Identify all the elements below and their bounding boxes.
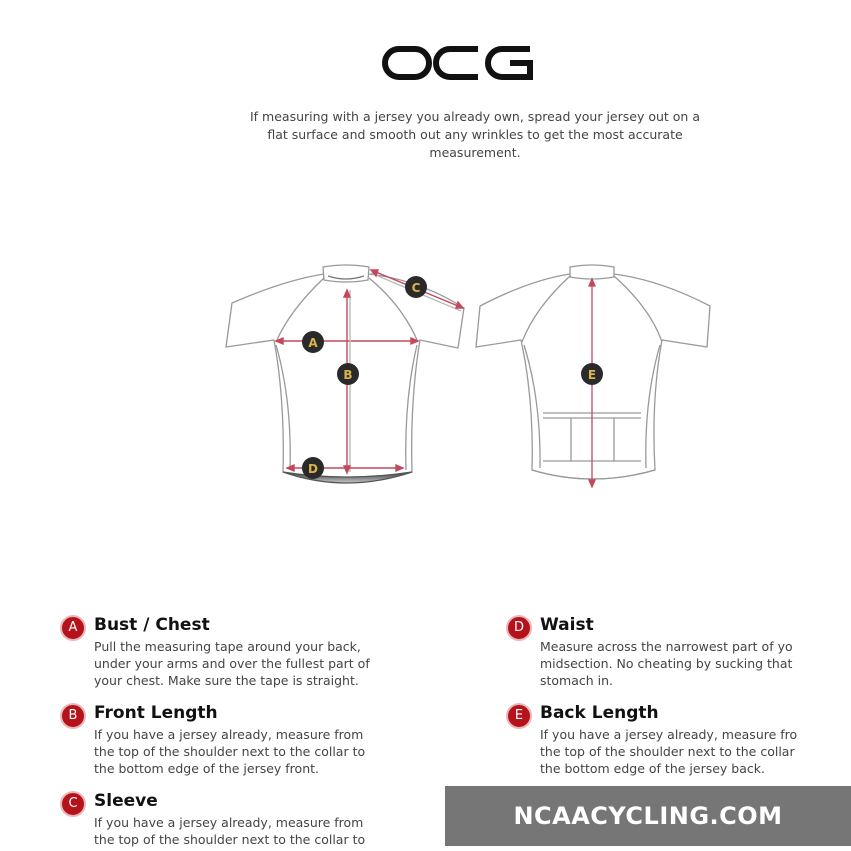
badge-a-icon: A xyxy=(60,615,86,641)
measurement-a-description: Pull the measuring tape around your back, under your arms and over the fullest part of your chest. Make sure the tape is straight. xyxy=(94,639,370,688)
measurement-d-title: Waist xyxy=(540,615,594,635)
measurement-e-title: Back Length xyxy=(540,703,659,723)
jersey-diagram xyxy=(0,250,851,510)
measurement-b-description: If you have a jersey already, measure from the top of the shoulder next to the collar to the bottom edge of the jersey front. xyxy=(94,727,366,776)
front-measure-lines xyxy=(276,270,463,473)
ocg-logo xyxy=(382,44,534,84)
badge-b-icon: B xyxy=(60,703,86,729)
measurement-c-title: Sleeve xyxy=(94,791,158,811)
marker-a xyxy=(302,331,324,353)
measurement-a-title: Bust / Chest xyxy=(94,615,210,635)
badge-c-icon: C xyxy=(60,791,86,817)
measurement-e-description: If you have a jersey already, measure fro the top of the shoulder next to the collar the bottom edge of the jersey back. xyxy=(540,727,798,776)
measurement-c-description: If you have a jersey already, measure from the top of the shoulder next to the collar to xyxy=(94,815,366,847)
watermark-text: NCAACYCLING.COM xyxy=(513,802,783,830)
badge-e-icon: E xyxy=(506,703,532,729)
marker-c-label: C xyxy=(411,281,421,295)
marker-d xyxy=(302,457,324,479)
watermark-banner xyxy=(445,786,851,846)
marker-a-label: A xyxy=(308,336,318,350)
marker-d-label: D xyxy=(308,462,318,476)
marker-b xyxy=(337,363,359,385)
marker-b-label: B xyxy=(343,368,353,382)
measurement-b-title: Front Length xyxy=(94,703,218,723)
measurement-d-description: Measure across the narrowest part of yo midsection. No cheating by sucking that stomach in. xyxy=(540,639,793,688)
badge-d-icon: D xyxy=(506,615,532,641)
marker-e-label: E xyxy=(587,368,597,382)
marker-c xyxy=(405,276,427,298)
marker-e xyxy=(581,363,603,385)
intro-text: If measuring with a jersey you already own, spread your jersey out on a flat surface and smooth out any wrinkles to get the most accurate measurement. xyxy=(250,109,700,160)
